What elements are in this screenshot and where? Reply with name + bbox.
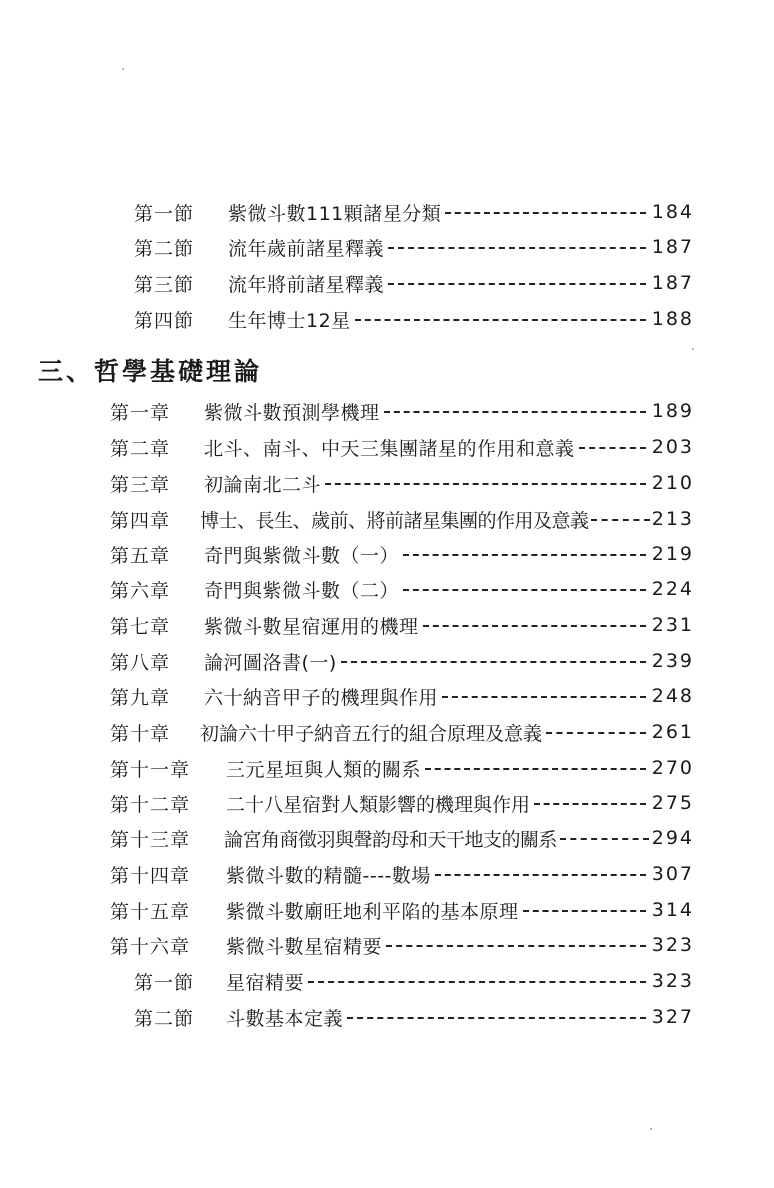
dot-leader bbox=[442, 696, 646, 698]
dot-leader bbox=[523, 910, 646, 912]
toc-entry-page: 327 bbox=[651, 1006, 694, 1028]
toc-entry-title: 六十納音甲子的機理與作用 bbox=[204, 686, 439, 709]
dot-leader bbox=[386, 945, 646, 947]
toc-entry-page: 323 bbox=[651, 970, 694, 992]
dot-leader bbox=[534, 803, 646, 805]
toc-entry-label: 第三章 bbox=[110, 473, 171, 496]
toc-entry-page: 261 bbox=[651, 721, 694, 743]
toc-entry bbox=[110, 393, 694, 429]
toc-entry-label: 第十三章 bbox=[110, 828, 191, 851]
toc-entry-title: 紫微斗數星宿運用的機理 bbox=[204, 615, 419, 638]
toc-entry-label: 第三節 bbox=[134, 273, 195, 296]
dot-leader bbox=[579, 447, 646, 449]
toc-entry bbox=[110, 856, 694, 892]
toc-entry-title: 紫微斗數111顆諸星分類 bbox=[228, 202, 442, 225]
dot-leader bbox=[403, 554, 646, 556]
dot-leader bbox=[403, 589, 646, 591]
dot-leader bbox=[355, 319, 646, 321]
toc-entry bbox=[110, 785, 694, 821]
dot-leader bbox=[560, 838, 649, 840]
toc-entry-page: 294 bbox=[651, 827, 694, 849]
toc-entry-page: 187 bbox=[651, 272, 694, 294]
toc-entry-label: 第十一章 bbox=[110, 758, 191, 781]
dot-leader bbox=[445, 212, 645, 214]
dot-leader bbox=[388, 247, 646, 249]
dot-leader bbox=[325, 483, 646, 485]
toc-entry-title: 奇門與紫微斗數（二） bbox=[204, 579, 400, 602]
toc-entry-title: 二十八星宿對人類影響的機理與作用 bbox=[226, 793, 531, 816]
toc-entry bbox=[110, 892, 694, 928]
toc-entry-page: 248 bbox=[651, 685, 694, 707]
toc-entry-page: 219 bbox=[651, 543, 694, 565]
toc-entry-page: 210 bbox=[651, 472, 694, 494]
toc-entry-label: 第四章 bbox=[110, 509, 171, 532]
toc-entry bbox=[110, 820, 694, 856]
dot-leader bbox=[425, 768, 646, 770]
toc-entry bbox=[110, 607, 694, 643]
toc-entry-page: 270 bbox=[651, 757, 694, 779]
dot-leader bbox=[546, 732, 646, 734]
toc-entry bbox=[110, 429, 694, 465]
toc-entry-page: 188 bbox=[651, 308, 694, 330]
dot-leader bbox=[384, 411, 646, 413]
toc-entry-label: 第二章 bbox=[110, 437, 171, 460]
toc-entry-label: 第五章 bbox=[110, 544, 171, 567]
dot-leader bbox=[435, 874, 646, 876]
toc-entry-title: 北斗、南斗、中天三集團諸星的作用和意義 bbox=[204, 437, 575, 460]
toc-entry-page: 187 bbox=[651, 236, 694, 258]
toc-entry-title: 生年博士12星 bbox=[228, 309, 351, 332]
toc-entry-title: 初論南北二斗 bbox=[204, 473, 322, 496]
toc-entry-title: 紫微斗數星宿精要 bbox=[226, 935, 383, 958]
toc-entry-label: 第八章 bbox=[110, 651, 171, 674]
toc-entry-page: 231 bbox=[651, 614, 694, 636]
toc-entry-page: 213 bbox=[651, 508, 694, 530]
toc-entry bbox=[110, 465, 694, 501]
toc-entry-label: 第二節 bbox=[134, 237, 195, 260]
toc-entry bbox=[134, 963, 694, 999]
toc-entry-label: 第十章 bbox=[110, 722, 171, 745]
toc-entry-label: 第二節 bbox=[134, 1007, 195, 1030]
toc-entry-title: 奇門與紫微斗數（一） bbox=[204, 544, 400, 567]
toc-entry-label: 第七章 bbox=[110, 615, 171, 638]
toc-entry bbox=[110, 643, 694, 679]
section-heading: 三、哲學基礎理論 bbox=[38, 357, 263, 386]
dot-leader bbox=[423, 625, 646, 627]
scan-speck bbox=[650, 1128, 652, 1130]
toc-entry-page: 224 bbox=[651, 578, 694, 600]
toc-entry bbox=[134, 265, 694, 301]
toc-entry-title: 流年將前諸星釋義 bbox=[228, 273, 385, 296]
toc-entry-page: 189 bbox=[651, 400, 694, 422]
toc-entry bbox=[110, 714, 694, 750]
toc-entry-page: 203 bbox=[651, 436, 694, 458]
toc-entry-title: 紫微斗數廟旺地利平陷的基本原理 bbox=[226, 900, 519, 923]
scan-speck bbox=[122, 68, 124, 70]
toc-entry-page: 275 bbox=[651, 792, 694, 814]
toc-entry-page: 239 bbox=[651, 650, 694, 672]
scan-speck bbox=[692, 348, 694, 350]
dot-leader bbox=[388, 283, 646, 285]
toc-entry bbox=[110, 536, 694, 572]
toc-entry-label: 第一章 bbox=[110, 401, 171, 424]
dot-leader bbox=[308, 981, 646, 983]
toc-entry-label: 第十四章 bbox=[110, 864, 191, 887]
toc-entry bbox=[110, 678, 694, 714]
toc-entry-title: 博士、長生、歲前、將前諸星集團的作用及意義 bbox=[200, 509, 589, 532]
toc-entry-page: 184 bbox=[651, 201, 694, 223]
toc-entry-label: 第九章 bbox=[110, 686, 171, 709]
toc-entry-label: 第十二章 bbox=[110, 793, 191, 816]
dot-leader bbox=[341, 661, 646, 663]
toc-entry-title: 紫微斗數預測學機理 bbox=[204, 401, 380, 424]
toc-entry-title: 流年歲前諸星釋義 bbox=[228, 237, 385, 260]
toc-entry bbox=[110, 927, 694, 963]
toc-entry-page: 323 bbox=[651, 934, 694, 956]
toc-entry-label: 第十六章 bbox=[110, 935, 191, 958]
dot-leader bbox=[347, 1017, 646, 1019]
toc-entry-title: 論宮角商徵羽與聲韵母和天干地支的關系 bbox=[224, 828, 558, 851]
toc-entry-title: 斗數基本定義 bbox=[226, 1007, 344, 1030]
toc-entry bbox=[134, 999, 694, 1035]
toc-entry-label: 第十五章 bbox=[110, 900, 191, 923]
toc-entry bbox=[134, 229, 694, 265]
dot-leader bbox=[591, 519, 650, 521]
toc-entry-page: 314 bbox=[651, 899, 694, 921]
toc-entry-page: 307 bbox=[651, 863, 694, 885]
toc-entry-title: 論河圖洛書(一) bbox=[204, 651, 337, 674]
toc-entry-title: 星宿精要 bbox=[226, 971, 305, 994]
toc-entry bbox=[134, 194, 694, 230]
toc-entry-title: 初論六十甲子納音五行的組合原理及意義 bbox=[200, 722, 543, 745]
toc-entry bbox=[110, 501, 694, 537]
toc-entry-label: 第一節 bbox=[134, 202, 195, 225]
toc-entry bbox=[134, 301, 694, 337]
toc-entry-label: 第一節 bbox=[134, 971, 195, 994]
toc-entry-title: 三元星垣與人類的關系 bbox=[226, 758, 422, 781]
toc-entry-label: 第六章 bbox=[110, 579, 171, 602]
toc-entry bbox=[110, 571, 694, 607]
toc-entry-title: 紫微斗數的精髓----數場 bbox=[226, 864, 431, 887]
toc-entry-label: 第四節 bbox=[134, 309, 195, 332]
toc-entry bbox=[110, 750, 694, 786]
